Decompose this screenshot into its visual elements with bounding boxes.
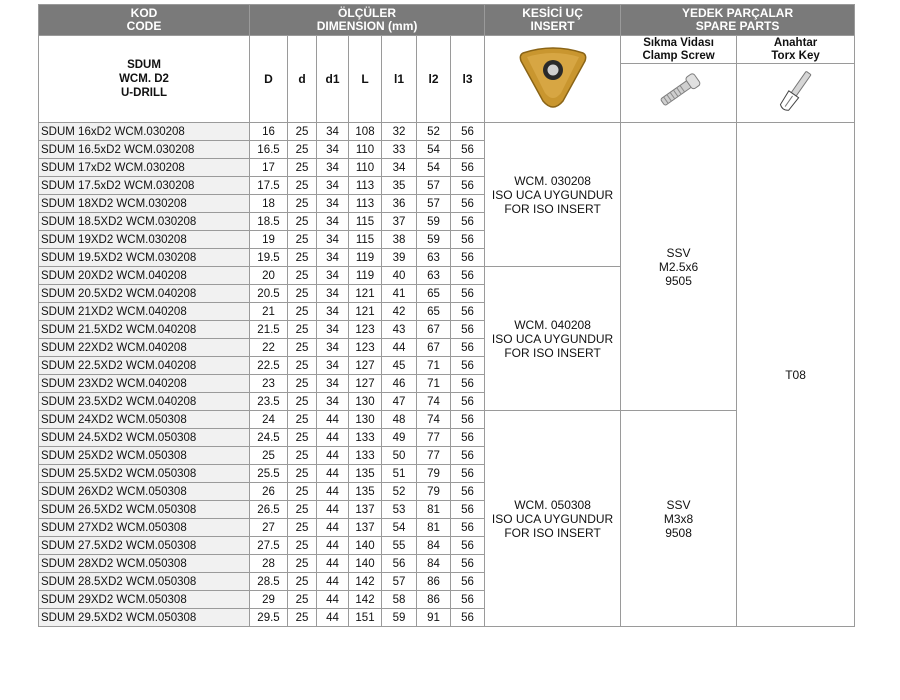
- dim-l3-cell: 56: [451, 483, 485, 501]
- dim-d-cell: 16: [250, 123, 288, 141]
- dim-d-cell: 25: [288, 321, 317, 339]
- dim-d-cell: 28: [250, 555, 288, 573]
- dim-d1-cell: 34: [317, 141, 349, 159]
- dim-l2-cell: 52: [417, 123, 451, 141]
- insert-group-cell: [485, 123, 621, 267]
- dim-l2-cell: 91: [417, 609, 451, 627]
- dim-l1-cell: 38: [382, 231, 417, 249]
- dim-l-cell: 130: [349, 411, 382, 429]
- clamp-screw-image-cell: [621, 64, 737, 123]
- dim-l2-cell: 71: [417, 357, 451, 375]
- dim-l-cell: 133: [349, 447, 382, 465]
- dim-l1-cell: 41: [382, 285, 417, 303]
- dim-d-cell: 29: [250, 591, 288, 609]
- dim-l2-cell: 81: [417, 519, 451, 537]
- dim-l1-cell: 33: [382, 141, 417, 159]
- dim-l1-cell: 35: [382, 177, 417, 195]
- dim-l2-cell: 65: [417, 285, 451, 303]
- dim-d-cell: 25: [288, 123, 317, 141]
- dim-d1-cell: 44: [317, 465, 349, 483]
- product-code-cell: SDUM 26XD2 WCM.050308: [39, 483, 250, 501]
- dim-d-cell: 26.5: [250, 501, 288, 519]
- dim-d-cell: 19.5: [250, 249, 288, 267]
- dim-d1-cell: 34: [317, 231, 349, 249]
- product-code-cell: SDUM 18.5XD2 WCM.030208: [39, 213, 250, 231]
- dim-l-cell: 135: [349, 465, 382, 483]
- dim-l3-cell: 56: [451, 519, 485, 537]
- col-header-D: D: [250, 36, 288, 123]
- col-header-l1: l1: [382, 36, 417, 123]
- dim-l3-cell: 56: [451, 231, 485, 249]
- dim-d-cell: 18: [250, 195, 288, 213]
- dim-d-cell: 24: [250, 411, 288, 429]
- dim-d-cell: 27.5: [250, 537, 288, 555]
- code-header-tr: KOD: [130, 6, 158, 20]
- dim-d-cell: 24.5: [250, 429, 288, 447]
- screw-icon: [649, 65, 709, 117]
- product-code-cell: SDUM 26.5XD2 WCM.050308: [39, 501, 250, 519]
- dim-l1-cell: 40: [382, 267, 417, 285]
- dim-d1-cell: 34: [317, 303, 349, 321]
- insert-group-line1: WCM. 040208: [514, 317, 591, 332]
- dim-d1-cell: 44: [317, 591, 349, 609]
- dim-d-cell: 25: [288, 267, 317, 285]
- product-code-cell: SDUM 20XD2 WCM.040208: [39, 267, 250, 285]
- dim-l2-cell: 84: [417, 555, 451, 573]
- dim-d-cell: 19: [250, 231, 288, 249]
- dim-l-cell: 121: [349, 303, 382, 321]
- dim-l3-cell: 56: [451, 321, 485, 339]
- dim-d1-cell: 44: [317, 501, 349, 519]
- dim-l-cell: 115: [349, 213, 382, 231]
- dim-d1-cell: 34: [317, 375, 349, 393]
- insert-group-cell: [485, 411, 621, 627]
- dim-l2-cell: 57: [417, 195, 451, 213]
- dim-d1-cell: 34: [317, 321, 349, 339]
- clamp-screw-line2: M2.5x6: [658, 259, 699, 274]
- clamp-screw-group-cell: [621, 411, 737, 627]
- dim-d-cell: 20: [250, 267, 288, 285]
- dim-d1-cell: 34: [317, 249, 349, 267]
- dim-d-cell: 25: [288, 213, 317, 231]
- dim-l3-cell: 56: [451, 141, 485, 159]
- insert-header-en: INSERT: [530, 19, 575, 33]
- dim-l-cell: 119: [349, 267, 382, 285]
- spec-table-body: [39, 123, 855, 627]
- dim-d-cell: 25: [288, 393, 317, 411]
- dim-l1-cell: 42: [382, 303, 417, 321]
- dim-d-cell: 25: [288, 483, 317, 501]
- dim-d-cell: 29.5: [250, 609, 288, 627]
- product-name-header: [39, 36, 250, 123]
- dim-d-cell: 25: [288, 411, 317, 429]
- dim-l-cell: 127: [349, 357, 382, 375]
- dim-l-cell: 119: [349, 249, 382, 267]
- dim-d-cell: 25: [288, 249, 317, 267]
- product-name-line1: SDUM: [127, 59, 161, 71]
- product-code-cell: SDUM 19XD2 WCM.030208: [39, 231, 250, 249]
- dim-d-cell: 23.5: [250, 393, 288, 411]
- product-code-cell: SDUM 20.5XD2 WCM.040208: [39, 285, 250, 303]
- dim-l2-cell: 54: [417, 159, 451, 177]
- dim-d-cell: 25: [288, 591, 317, 609]
- dim-l3-cell: 56: [451, 267, 485, 285]
- dim-d-cell: 17: [250, 159, 288, 177]
- torx-key-icon: [766, 65, 826, 117]
- insert-group-line2: ISO UCA UYGUNDUR: [491, 511, 614, 526]
- product-code-cell: SDUM 22.5XD2 WCM.040208: [39, 357, 250, 375]
- dim-d1-cell: 34: [317, 267, 349, 285]
- dim-d-cell: 25: [288, 339, 317, 357]
- dim-d-cell: 18.5: [250, 213, 288, 231]
- dim-l1-cell: 45: [382, 357, 417, 375]
- product-code-cell: SDUM 21XD2 WCM.040208: [39, 303, 250, 321]
- dim-l1-cell: 57: [382, 573, 417, 591]
- dim-d-cell: 17.5: [250, 177, 288, 195]
- dim-d-cell: 28.5: [250, 573, 288, 591]
- product-code-cell: SDUM 16xD2 WCM.030208: [39, 123, 250, 141]
- dim-d1-cell: 44: [317, 411, 349, 429]
- clamp-screw-line2: M3x8: [663, 511, 694, 526]
- dim-d1-cell: 34: [317, 195, 349, 213]
- dim-l2-cell: 67: [417, 339, 451, 357]
- dim-d1-cell: 34: [317, 177, 349, 195]
- insert-group-line2: ISO UCA UYGUNDUR: [491, 187, 614, 202]
- product-code-cell: SDUM 28.5XD2 WCM.050308: [39, 573, 250, 591]
- dim-l1-cell: 44: [382, 339, 417, 357]
- col-header-d: d: [288, 36, 317, 123]
- dim-l3-cell: 56: [451, 501, 485, 519]
- insert-group-cell: [485, 267, 621, 411]
- dim-l2-cell: 59: [417, 231, 451, 249]
- dim-d-cell: 21: [250, 303, 288, 321]
- dim-d1-cell: 44: [317, 555, 349, 573]
- dim-l-cell: 110: [349, 141, 382, 159]
- dim-l2-cell: 86: [417, 591, 451, 609]
- dim-d-cell: 25: [288, 429, 317, 447]
- product-code-cell: SDUM 24.5XD2 WCM.050308: [39, 429, 250, 447]
- product-code-cell: SDUM 18XD2 WCM.030208: [39, 195, 250, 213]
- dim-d1-cell: 44: [317, 609, 349, 627]
- dim-l3-cell: 56: [451, 285, 485, 303]
- dim-l3-cell: 56: [451, 375, 485, 393]
- dim-d-cell: 16.5: [250, 141, 288, 159]
- dim-d-cell: 25: [288, 159, 317, 177]
- clamp-screw-line3: 9505: [665, 273, 692, 288]
- dim-l1-cell: 39: [382, 249, 417, 267]
- dim-l-cell: 142: [349, 591, 382, 609]
- dim-l2-cell: 84: [417, 537, 451, 555]
- dim-l3-cell: 56: [451, 195, 485, 213]
- dim-d-cell: 25: [288, 609, 317, 627]
- dimension-header: [250, 5, 485, 36]
- dim-d-cell: 22: [250, 339, 288, 357]
- dim-l2-cell: 79: [417, 483, 451, 501]
- dimension-header-en: DIMENSION (mm): [316, 19, 418, 33]
- dim-l3-cell: 56: [451, 411, 485, 429]
- dim-l3-cell: 56: [451, 249, 485, 267]
- dim-d-cell: 25: [288, 537, 317, 555]
- dim-l1-cell: 43: [382, 321, 417, 339]
- clamp-screw-line1: SSV: [666, 497, 691, 512]
- dim-l3-cell: 56: [451, 357, 485, 375]
- dim-d-cell: 25: [288, 357, 317, 375]
- dim-d-cell: 25: [288, 501, 317, 519]
- dim-l3-cell: 56: [451, 447, 485, 465]
- dim-l2-cell: 71: [417, 375, 451, 393]
- product-code-cell: SDUM 29XD2 WCM.050308: [39, 591, 250, 609]
- clamp-screw-line3: 9508: [665, 525, 692, 540]
- dim-l-cell: 121: [349, 285, 382, 303]
- dim-l3-cell: 56: [451, 591, 485, 609]
- dim-l1-cell: 47: [382, 393, 417, 411]
- clamp-screw-header: [621, 36, 737, 64]
- dim-l3-cell: 56: [451, 609, 485, 627]
- dim-l-cell: 135: [349, 483, 382, 501]
- clamp-screw-group-cell: [621, 123, 737, 411]
- dim-d-cell: 25: [288, 375, 317, 393]
- product-code-cell: SDUM 17xD2 WCM.030208: [39, 159, 250, 177]
- dim-d1-cell: 34: [317, 357, 349, 375]
- product-code-cell: SDUM 23XD2 WCM.040208: [39, 375, 250, 393]
- dim-l1-cell: 37: [382, 213, 417, 231]
- dim-d-cell: 25: [288, 447, 317, 465]
- dim-d-cell: 25: [288, 555, 317, 573]
- dim-l3-cell: 56: [451, 393, 485, 411]
- insert-group-line2: ISO UCA UYGUNDUR: [491, 331, 614, 346]
- dim-l3-cell: 56: [451, 339, 485, 357]
- dim-l3-cell: 56: [451, 303, 485, 321]
- dim-d-cell: 25: [288, 303, 317, 321]
- product-name-line3: U-DRILL: [121, 87, 167, 99]
- dim-l1-cell: 50: [382, 447, 417, 465]
- dim-l1-cell: 51: [382, 465, 417, 483]
- product-code-cell: SDUM 28XD2 WCM.050308: [39, 555, 250, 573]
- product-spec-table: [38, 4, 855, 627]
- dim-l-cell: 133: [349, 429, 382, 447]
- torx-key-header-en: Torx Key: [771, 49, 820, 62]
- clamp-screw-header-en: Clamp Screw: [642, 49, 715, 62]
- table-row: [39, 123, 855, 141]
- dim-l3-cell: 56: [451, 555, 485, 573]
- dim-l2-cell: 77: [417, 429, 451, 447]
- dim-d1-cell: 34: [317, 159, 349, 177]
- dim-l-cell: 151: [349, 609, 382, 627]
- product-code-cell: SDUM 29.5XD2 WCM.050308: [39, 609, 250, 627]
- product-code-cell: SDUM 22XD2 WCM.040208: [39, 339, 250, 357]
- clamp-screw-line1: SSV: [666, 245, 691, 260]
- insert-header-tr: KESİCİ UÇ: [522, 6, 583, 20]
- product-spec-table-wrapper: [38, 4, 855, 627]
- insert-image-cell: [485, 36, 621, 123]
- dim-l3-cell: 56: [451, 429, 485, 447]
- dim-l1-cell: 55: [382, 537, 417, 555]
- insert-group-line3: FOR ISO INSERT: [504, 525, 601, 540]
- dim-d1-cell: 44: [317, 429, 349, 447]
- dim-l2-cell: 59: [417, 213, 451, 231]
- product-code-cell: SDUM 27XD2 WCM.050308: [39, 519, 250, 537]
- dim-l-cell: 142: [349, 573, 382, 591]
- dim-d-cell: 22.5: [250, 357, 288, 375]
- dim-l2-cell: 86: [417, 573, 451, 591]
- dim-d1-cell: 44: [317, 447, 349, 465]
- dim-l3-cell: 56: [451, 159, 485, 177]
- dim-d1-cell: 34: [317, 123, 349, 141]
- dim-l-cell: 108: [349, 123, 382, 141]
- dim-l-cell: 113: [349, 195, 382, 213]
- product-code-cell: SDUM 27.5XD2 WCM.050308: [39, 537, 250, 555]
- dim-l2-cell: 81: [417, 501, 451, 519]
- dim-d1-cell: 44: [317, 537, 349, 555]
- dim-d-cell: 25: [288, 177, 317, 195]
- spare-parts-header-tr: YEDEK PARÇALAR: [682, 6, 794, 20]
- col-header-l2: l2: [417, 36, 451, 123]
- insert-header: [485, 5, 621, 36]
- dim-d-cell: 25: [288, 285, 317, 303]
- dim-l-cell: 127: [349, 375, 382, 393]
- col-header-L: L: [349, 36, 382, 123]
- dim-d-cell: 25: [288, 573, 317, 591]
- dim-l2-cell: 77: [417, 447, 451, 465]
- dim-d1-cell: 34: [317, 393, 349, 411]
- dim-l2-cell: 65: [417, 303, 451, 321]
- dim-l2-cell: 74: [417, 393, 451, 411]
- spare-parts-header-en: SPARE PARTS: [695, 19, 780, 33]
- dim-d-cell: 23: [250, 375, 288, 393]
- dim-l1-cell: 36: [382, 195, 417, 213]
- product-name-line2: WCM. D2: [119, 73, 169, 85]
- dim-l1-cell: 54: [382, 519, 417, 537]
- spare-parts-header: [621, 5, 855, 36]
- dim-d1-cell: 44: [317, 573, 349, 591]
- product-code-cell: SDUM 17.5xD2 WCM.030208: [39, 177, 250, 195]
- insert-group-line3: FOR ISO INSERT: [504, 201, 601, 216]
- col-header-l3: l3: [451, 36, 485, 123]
- dim-d1-cell: 34: [317, 285, 349, 303]
- dim-l-cell: 123: [349, 339, 382, 357]
- dim-l-cell: 137: [349, 501, 382, 519]
- dim-l1-cell: 53: [382, 501, 417, 519]
- dim-l3-cell: 56: [451, 465, 485, 483]
- product-code-cell: SDUM 25.5XD2 WCM.050308: [39, 465, 250, 483]
- dim-l-cell: 110: [349, 159, 382, 177]
- dim-l1-cell: 52: [382, 483, 417, 501]
- dim-l-cell: 137: [349, 519, 382, 537]
- insert-group-line1: WCM. 050308: [514, 497, 591, 512]
- product-code-cell: SDUM 21.5XD2 WCM.040208: [39, 321, 250, 339]
- dim-l2-cell: 63: [417, 267, 451, 285]
- dimension-header-tr: ÖLÇÜLER: [338, 6, 397, 20]
- insert-group-line3: FOR ISO INSERT: [504, 345, 601, 360]
- dim-l3-cell: 56: [451, 537, 485, 555]
- dim-d-cell: 27: [250, 519, 288, 537]
- clamp-screw-header-tr: Sıkma Vidası: [643, 36, 714, 49]
- triangular-insert-icon: [513, 39, 593, 115]
- dim-l2-cell: 74: [417, 411, 451, 429]
- torx-key-image-cell: [737, 64, 855, 123]
- dim-l2-cell: 57: [417, 177, 451, 195]
- dim-l2-cell: 67: [417, 321, 451, 339]
- col-header-d1: d1: [317, 36, 349, 123]
- dim-d-cell: 25: [288, 519, 317, 537]
- dim-d1-cell: 44: [317, 519, 349, 537]
- dim-d-cell: 25: [250, 447, 288, 465]
- product-code-cell: SDUM 19.5XD2 WCM.030208: [39, 249, 250, 267]
- dim-l1-cell: 58: [382, 591, 417, 609]
- dim-d-cell: 25: [288, 465, 317, 483]
- dim-l-cell: 123: [349, 321, 382, 339]
- product-code-cell: SDUM 24XD2 WCM.050308: [39, 411, 250, 429]
- dim-l2-cell: 63: [417, 249, 451, 267]
- product-code-cell: SDUM 16.5xD2 WCM.030208: [39, 141, 250, 159]
- dim-l1-cell: 48: [382, 411, 417, 429]
- dim-d1-cell: 34: [317, 213, 349, 231]
- dim-l3-cell: 56: [451, 177, 485, 195]
- dim-l3-cell: 56: [451, 573, 485, 591]
- dim-l-cell: 113: [349, 177, 382, 195]
- product-code-cell: SDUM 25XD2 WCM.050308: [39, 447, 250, 465]
- dim-l-cell: 140: [349, 555, 382, 573]
- dim-l1-cell: 46: [382, 375, 417, 393]
- torx-key-header: [737, 36, 855, 64]
- dim-l1-cell: 34: [382, 159, 417, 177]
- dim-l-cell: 130: [349, 393, 382, 411]
- dim-l2-cell: 79: [417, 465, 451, 483]
- dim-d-cell: 25: [288, 231, 317, 249]
- dim-d-cell: 25.5: [250, 465, 288, 483]
- product-code-cell: SDUM 23.5XD2 WCM.040208: [39, 393, 250, 411]
- code-header: [39, 5, 250, 36]
- torx-key-header-tr: Anahtar: [773, 36, 818, 49]
- insert-group-line1: WCM. 030208: [514, 173, 591, 188]
- dim-d-cell: 21.5: [250, 321, 288, 339]
- dim-d-cell: 26: [250, 483, 288, 501]
- torx-key-value-cell: T08: [737, 123, 855, 627]
- dim-d1-cell: 34: [317, 339, 349, 357]
- code-header-en: CODE: [126, 19, 162, 33]
- dim-l2-cell: 54: [417, 141, 451, 159]
- dim-l1-cell: 59: [382, 609, 417, 627]
- dim-d-cell: 20.5: [250, 285, 288, 303]
- dim-d-cell: 25: [288, 141, 317, 159]
- dim-l1-cell: 49: [382, 429, 417, 447]
- dim-l1-cell: 56: [382, 555, 417, 573]
- dim-l3-cell: 56: [451, 213, 485, 231]
- dim-d-cell: 25: [288, 195, 317, 213]
- dim-d1-cell: 44: [317, 483, 349, 501]
- dim-l1-cell: 32: [382, 123, 417, 141]
- dim-l-cell: 115: [349, 231, 382, 249]
- dim-l3-cell: 56: [451, 123, 485, 141]
- table-row: [39, 411, 855, 429]
- dim-l-cell: 140: [349, 537, 382, 555]
